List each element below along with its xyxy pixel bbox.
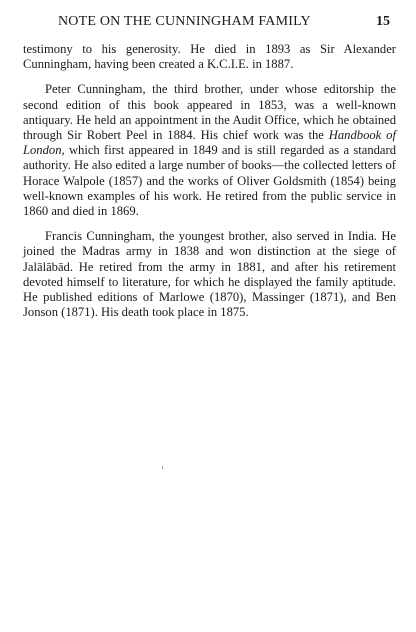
paragraph-text: Peter Cunningham, the third brother, under whose editorship the second edition of this book appeared in 1853, was a well-known antiquary. He held an appointment in the Audit Office, which he obtained through Sir Robert Peel in 1884. His chief work was the: [23, 82, 396, 143]
body-text: [23, 42, 396, 330]
paragraph-francis-cunningham: [23, 229, 396, 320]
paragraph-text: testimony to his generosity. He died in 1893 as Sir Alexander Cunningham, having been created a K.C.I.E. in 1887.: [23, 42, 396, 72]
book-title-italic: Handbook of London,: [23, 128, 396, 158]
running-title: NOTE ON THE CUNNINGHAM FAMILY: [58, 14, 311, 29]
paragraph-text: which first appeared in 1849 and is still regarded as a standard authority. He also edited a large number of books—the collected letters of Horace Walpole (1857) and the works of Oliver Goldsmith (1854) being well-known examples of his work. He retired from the public service in 1860 and died in 1869.: [23, 143, 396, 219]
running-head: [20, 14, 396, 34]
paragraph-peter-cunningham: [23, 82, 396, 219]
paragraph-text: Francis Cunningham, the youngest brother, also served in India. He joined the Madras army in 1838 and won distinction at the siege of Jalālābād. He retired from the army in 1881, and after his retirement devoted himself to literature, for which he displayed the family aptitude. He published editions of Marlowe (1870), Massinger (1871), and Ben Jonson (1871). His death took place in 1875.: [23, 229, 396, 320]
page-number: 15: [376, 14, 390, 29]
scan-speck: [162, 466, 163, 469]
paragraph-continuation: [23, 42, 396, 72]
